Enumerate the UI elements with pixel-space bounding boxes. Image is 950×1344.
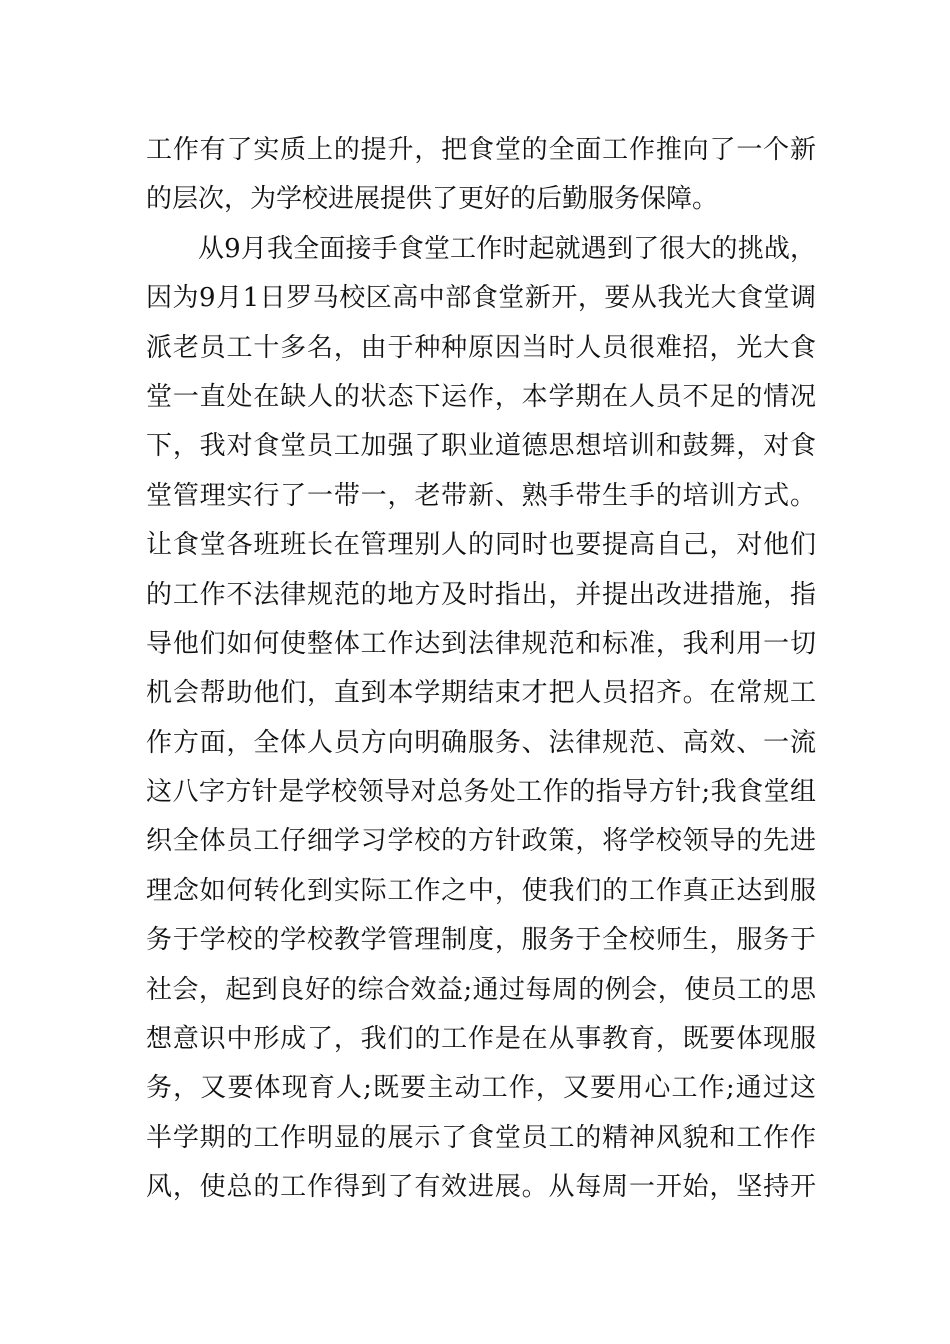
text-line-1: 工作有了实质上的提升，把食堂的全面工作推向了一个新 bbox=[146, 135, 816, 165]
text-line-22: 风，使总的工作得到了有效进展。从每周一开始，坚持开 bbox=[146, 1172, 816, 1203]
text-line-6: 堂一直处在缺人的状态下运作，本学期在人员不足的情况 bbox=[146, 381, 816, 412]
text-line-14: 这八字方针是学校领导对总务处工作的指导方针;我食堂组 bbox=[146, 777, 816, 808]
text-line-10: 的工作不法律规范的地方及时指出，并提出改进措施，指 bbox=[146, 579, 816, 610]
text-line-15: 织全体员工仔细学习学校的方针政策，将学校领导的先进 bbox=[146, 826, 816, 857]
text-line-5: 派老员工十多名，由于种种原因当时人员很难招，光大食 bbox=[146, 332, 816, 363]
text-line-9: 让食堂各班班长在管理别人的同时也要提高自己，对他们 bbox=[146, 530, 816, 561]
text-line-7: 下，我对食堂员工加强了职业道德思想培训和鼓舞，对食 bbox=[146, 431, 816, 462]
text-line-2: 的层次，为学校进展提供了更好的后勤服务保障。 bbox=[146, 184, 719, 215]
text-line-19: 想意识中形成了，我们的工作是在从事教育，既要体现服 bbox=[146, 1024, 816, 1055]
text-line-11: 导他们如何使整体工作达到法律规范和标准，我利用一切 bbox=[146, 628, 816, 659]
text-line-12: 机会帮助他们，直到本学期结束才把人员招齐。在常规工 bbox=[146, 678, 816, 709]
text-line-20: 务，又要体现育人;既要主动工作，又要用心工作;通过这 bbox=[146, 1073, 816, 1104]
text-line-8: 堂管理实行了一带一，老带新、熟手带生手的培训方式。 bbox=[146, 480, 816, 511]
body-text bbox=[146, 126, 816, 1213]
text-line-4: 因为9月1日罗马校区高中部食堂新开，要从我光大食堂调 bbox=[146, 283, 816, 314]
text-line-18: 社会，起到良好的综合效益;通过每周的例会，使员工的思 bbox=[146, 974, 816, 1005]
text-line-3: 从9月我全面接手食堂工作时起就遇到了很大的挑战， bbox=[198, 233, 816, 264]
text-line-16: 理念如何转化到实际工作之中，使我们的工作真正达到服 bbox=[146, 875, 816, 906]
text-line-21: 半学期的工作明显的展示了食堂员工的精神风貌和工作作 bbox=[146, 1122, 816, 1153]
text-line-17: 务于学校的学校教学管理制度，服务于全校师生，服务于 bbox=[146, 925, 816, 956]
text-line-13: 作方面，全体人员方向明确服务、法律规范、高效、一流 bbox=[146, 727, 816, 758]
